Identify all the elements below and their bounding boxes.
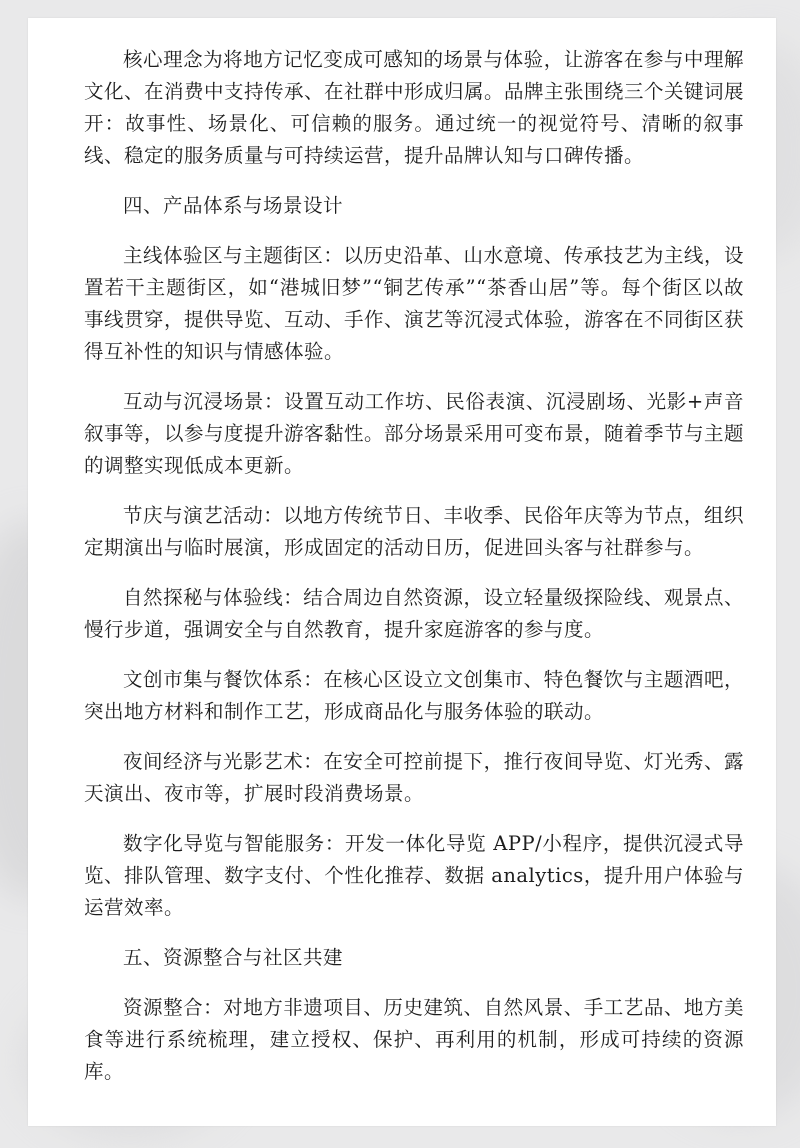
paragraph-resource-integration: 资源整合：对地方非遗项目、历史建筑、自然风景、手工艺品、地方美食等进行系统梳理，建立授权、保护、再利用的机制，形成可持续的资源库。 [84,996,744,1083]
paragraph-core-concept: 核心理念为将地方记忆变成可感知的场景与体验，让游客在参与中理解文化、在消费中支持传承、在社群中形成归属。品牌主张围绕三个关键词展开：故事性、场景化、可信赖的服务。通过统一的视觉符号、清晰的叙事线、稳定的服务质量与可持续运营，提升品牌认知与口碑传播。 [84,48,745,167]
document-page [28,18,776,1126]
section-heading-product-system: 四、产品体系与场景设计 [123,194,344,217]
paragraph-nature-exploration: 自然探秘与体验线：结合周边自然资源，设立轻量级探险线、观景点、慢行步道，强调安全与自然教育，提升家庭游客的参与度。 [84,586,744,641]
paragraph-main-experience-zone: 主线体验区与主题街区：以历史沿革、山水意境、传承技艺为主线，设置若干主题街区，如“港城旧梦”“铜艺传承”“茶香山居”等。每个街区以故事线贯穿，提供导览、互动、手作、演艺等沉浸式体验，游客在不同街区获得互补性的知识与情感体验。 [84,244,745,363]
paragraph-festival-events: 节庆与演艺活动：以地方传统节日、丰收季、民俗年庆等为节点，组织定期演出与临时展演，形成固定的活动日历，促进回头客与社群参与。 [84,504,744,559]
paragraph-night-economy: 夜间经济与光影艺术：在安全可控前提下，推行夜间导览、灯光秀、露天演出、夜市等，扩展时段消费场景。 [84,750,744,805]
paragraph-digital-guide: 数字化导览与智能服务：开发一体化导览 APP/小程序，提供沉浸式导览、排队管理、数字支付、个性化推荐、数据 analytics，提升用户体验与运营效率。 [84,832,744,919]
paragraph-creative-market: 文创市集与餐饮体系：在核心区设立文创集市、特色餐饮与主题酒吧，突出地方材料和制作工艺，形成商品化与服务体验的联动。 [84,668,744,723]
document-body [84,44,744,1088]
section-heading-resource-integration: 五、资源整合与社区共建 [123,946,344,969]
paragraph-interactive-scenes: 互动与沉浸场景：设置互动工作坊、民俗表演、沉浸剧场、光影+声音叙事等，以参与度提升游客黏性。部分场景采用可变布景，随着季节与主题的调整实现低成本更新。 [84,390,745,477]
